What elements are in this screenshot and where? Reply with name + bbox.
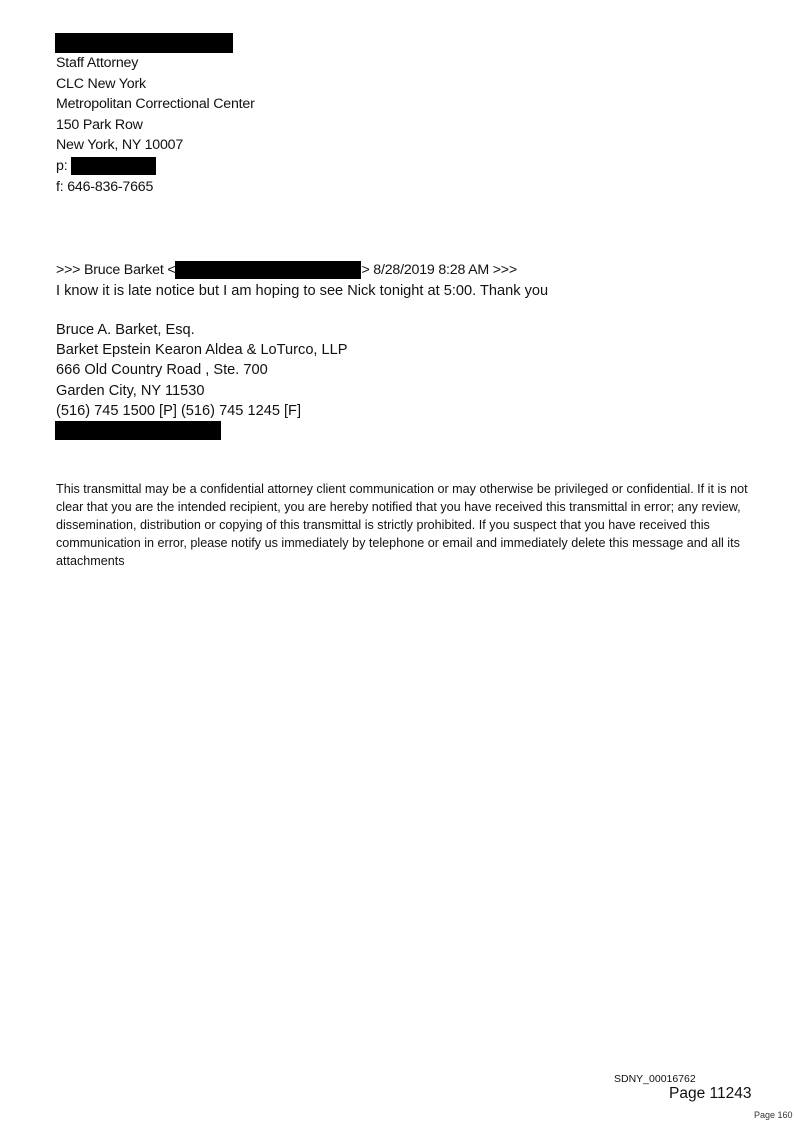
firm-street: 666 Old Country Road , Ste. 700 <box>56 362 268 379</box>
signature-title: Staff Attorney <box>56 55 139 71</box>
firm-city: Garden City, NY 11530 <box>56 382 205 399</box>
page-number-small: Page 160 <box>754 1110 793 1120</box>
page-number: Page 11243 <box>669 1085 752 1102</box>
signature-block <box>56 53 255 197</box>
quoted-header-suffix: > 8/28/2019 8:28 AM >>> <box>361 262 517 278</box>
quoted-header-prefix: >>> Bruce Barket < <box>56 262 176 278</box>
message-body: I know it is late notice but I am hoping to see Nick tonight at 5:00. Thank you <box>56 283 549 299</box>
firm-attorney-name: Bruce A. Barket, Esq. <box>56 322 195 338</box>
redaction-bar-email <box>175 261 361 279</box>
signature-phone-label: p: <box>56 157 68 174</box>
signature-fax: f: 646-836-7665 <box>56 178 154 195</box>
signature-org: CLC New York <box>56 75 146 92</box>
signature-facility: Metropolitan Correctional Center <box>56 96 255 113</box>
redaction-bar-firm-email <box>55 421 221 440</box>
signature-city: New York, NY 10007 <box>56 137 184 154</box>
redaction-bar-sender-name <box>55 33 233 53</box>
signature-street: 150 Park Row <box>56 116 143 133</box>
signature-phone-line <box>56 156 255 177</box>
firm-name: Barket Epstein Kearon Aldea & LoTurco, LLP <box>56 342 348 359</box>
confidentiality-disclaimer: This transmittal may be a confidential attorney client communication or may otherwise be privileged or confidential. If it is not clear that you are the intended recipient, you are hereby notified that you have received this transmittal in error; any review, dissemination, distribution or copying of this transmittal is strictly prohibited. If you suspect that you have received this communication in error, please notify us immediately by telephone or email and immediately delete this message and all its attachments <box>56 482 748 568</box>
quoted-message-header <box>56 260 517 280</box>
firm-signature-block <box>56 320 348 421</box>
bates-number: SDNY_00016762 <box>614 1073 696 1085</box>
redaction-bar-phone <box>71 157 156 175</box>
firm-phones: (516) 745 1500 [P] (516) 745 1245 [F] <box>56 402 302 419</box>
